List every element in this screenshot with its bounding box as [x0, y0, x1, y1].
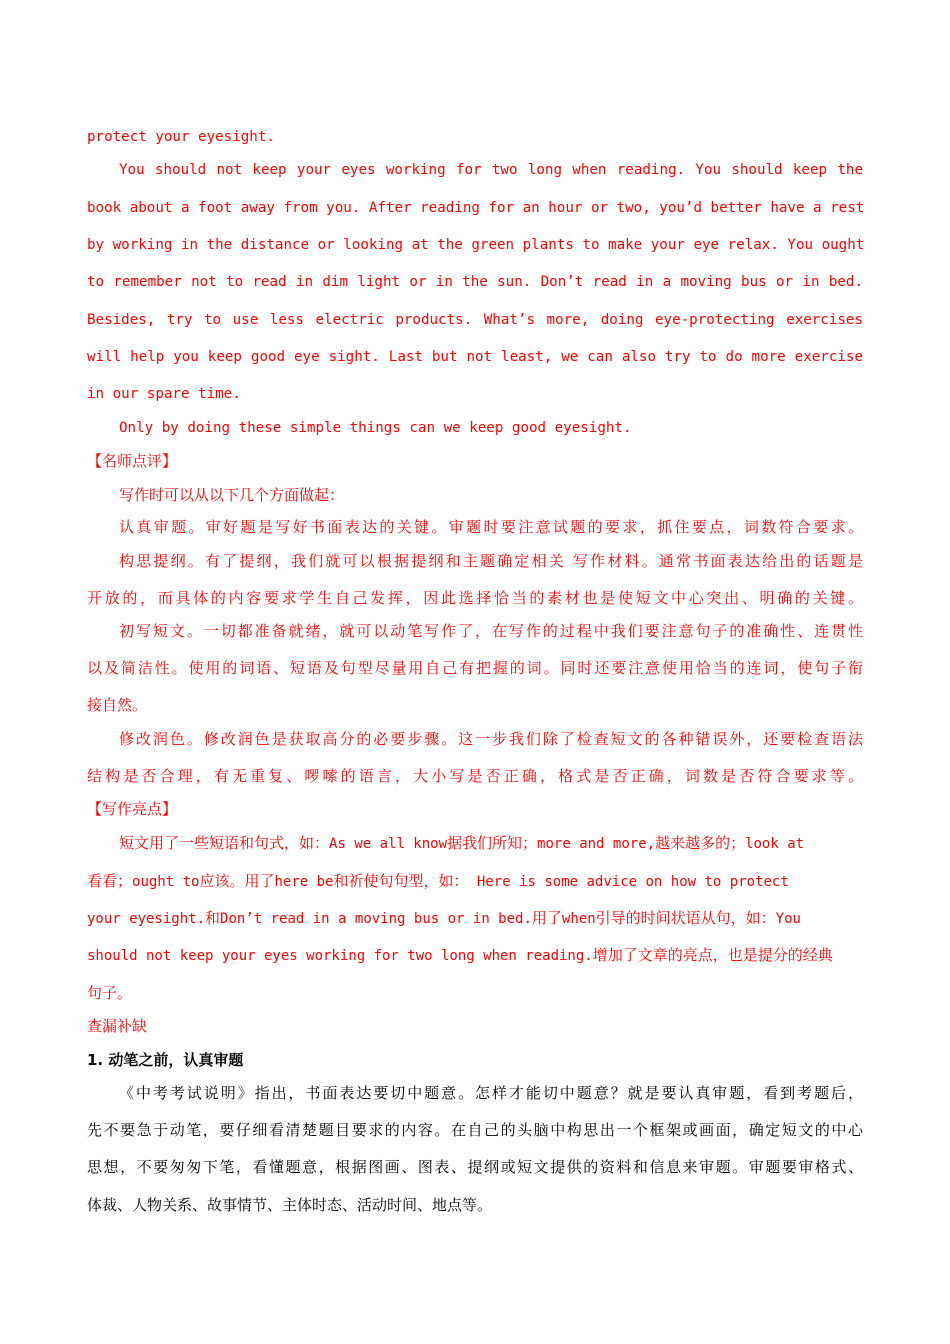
highlights-phrase: when	[561, 911, 596, 927]
highlights-text: 用了	[531, 909, 562, 927]
highlights-phrase: more and more,	[537, 836, 656, 852]
review-line-3: 构思提纲。有了提纲，我们就可以根据提纲和主题确定相关 写作材料。通常书面表达给出的话题是	[119, 552, 863, 570]
highlights-text: 增加了文章的亮点，也是提分的经典	[592, 946, 833, 964]
section-paragraph-line-1: 《中考考试说明》指出，书面表达要切中题意。怎样才能切中题意？就是要认真审题，看到考题后，	[119, 1084, 863, 1102]
highlights-text: 应该。用了	[199, 872, 275, 890]
review-line-6: 以及简洁性。使用的词语、短语及句型尽量用自己有把握的词。同时还要注意使用恰当的连词，使句子衔	[87, 659, 863, 677]
essay-line-2: You should not keep your eyes working for two long when reading. You should keep the	[119, 162, 863, 178]
review-line-4: 开放的，而具体的内容要求学生自己发挥，因此选择恰当的素材也是使短文中心突出、明确的关键。	[87, 589, 863, 607]
highlights-phrase: should not keep your eyes working for two long when reading.	[87, 948, 593, 964]
highlights-phrase: look at	[745, 836, 805, 852]
section-subheading: 1. 动笔之前，认真审题	[87, 1051, 244, 1069]
highlights-phrase: ought to	[132, 874, 200, 890]
highlights-phrase: You	[775, 911, 801, 927]
highlights-text: 看看；	[87, 872, 133, 890]
essay-line-5: to remember not to read in dim light or in the sun. Don’t read in a moving bus or in bed.	[87, 274, 863, 290]
review-line-5: 初写短文。一切都准备就绪，就可以动笔写作了，在写作的过程中我们要注意句子的准确性、连贯性	[119, 622, 863, 640]
essay-line-1: protect your eyesight.	[87, 129, 275, 145]
highlights-text: 短文用了一些短语和句式，如：	[119, 834, 330, 852]
highlights-line-3	[87, 908, 863, 929]
section-paragraph-line-4: 体裁、人物关系、故事情节、主体时态、活动时间、地点等。	[87, 1196, 493, 1214]
highlights-text: 据我们所知；	[447, 834, 538, 852]
highlights-phrase: Don’t read in a moving bus or in bed.	[220, 911, 532, 927]
highlights-text: 引导的时间状语从句，如：	[595, 909, 776, 927]
highlights-line-5: 句子。	[87, 984, 133, 1002]
highlights-heading: 【写作亮点】	[87, 800, 178, 818]
review-line-7: 接自然。	[87, 696, 148, 714]
review-line-9: 结构是否合理，有无重复、啰嗦的语言，大小写是否正确，格式是否正确，词数是否符合要求等。	[87, 767, 863, 785]
essay-line-6: Besides, try to use less electric products. What’s more, doing eye-protecting exercises	[87, 312, 863, 328]
review-line-8: 修改润色。修改润色是获取高分的必要步骤。这一步我们除了检查短文的各种错误外，还要检查语法	[119, 730, 863, 748]
section-title: 查漏补缺	[87, 1017, 148, 1035]
highlights-phrase: As we all know	[329, 836, 448, 852]
essay-line-7: will help you keep good eye sight. Last but not least, we can also try to do more exercise	[87, 349, 863, 365]
review-line-2: 认真审题。审好题是写好书面表达的关键。审题时要注意试题的要求，抓住要点，词数符合要求。	[119, 518, 863, 536]
section-paragraph-line-2: 先不要急于动笔，要仔细看清楚题目要求的内容。在自己的头脑中构思出一个框架或画面，确定短文的中心	[87, 1121, 863, 1139]
section-paragraph-line-3: 思想，不要匆匆下笔，看懂题意，根据图画、图表、提纲或短文提供的资料和信息来审题。审题要审格式、	[87, 1158, 863, 1176]
highlights-text: 和祈使句句型，如：	[333, 872, 469, 890]
essay-line-8: in our spare time.	[87, 386, 241, 402]
highlights-phrase: here be	[274, 874, 334, 890]
highlights-phrase: Here is some advice on how to protect	[468, 874, 789, 890]
highlights-text: 越来越多的；	[655, 834, 746, 852]
highlights-phrase: your eyesight.	[87, 911, 206, 927]
highlights-text: 和	[205, 909, 221, 927]
essay-line-9: Only by doing these simple things can we keep good eyesight.	[119, 420, 632, 436]
highlights-line-1	[87, 833, 863, 854]
highlights-line-2	[87, 871, 863, 892]
review-heading: 【名师点评】	[87, 452, 178, 470]
essay-line-4: by working in the distance or looking at the green plants to make your eye relax. You ought	[87, 237, 865, 253]
essay-line-3: book about a foot away from you. After reading for an hour or two, you’d better have a rest	[87, 200, 865, 216]
review-line-1: 写作时可以从以下几个方面做起：	[119, 486, 345, 504]
highlights-line-4	[87, 945, 863, 966]
